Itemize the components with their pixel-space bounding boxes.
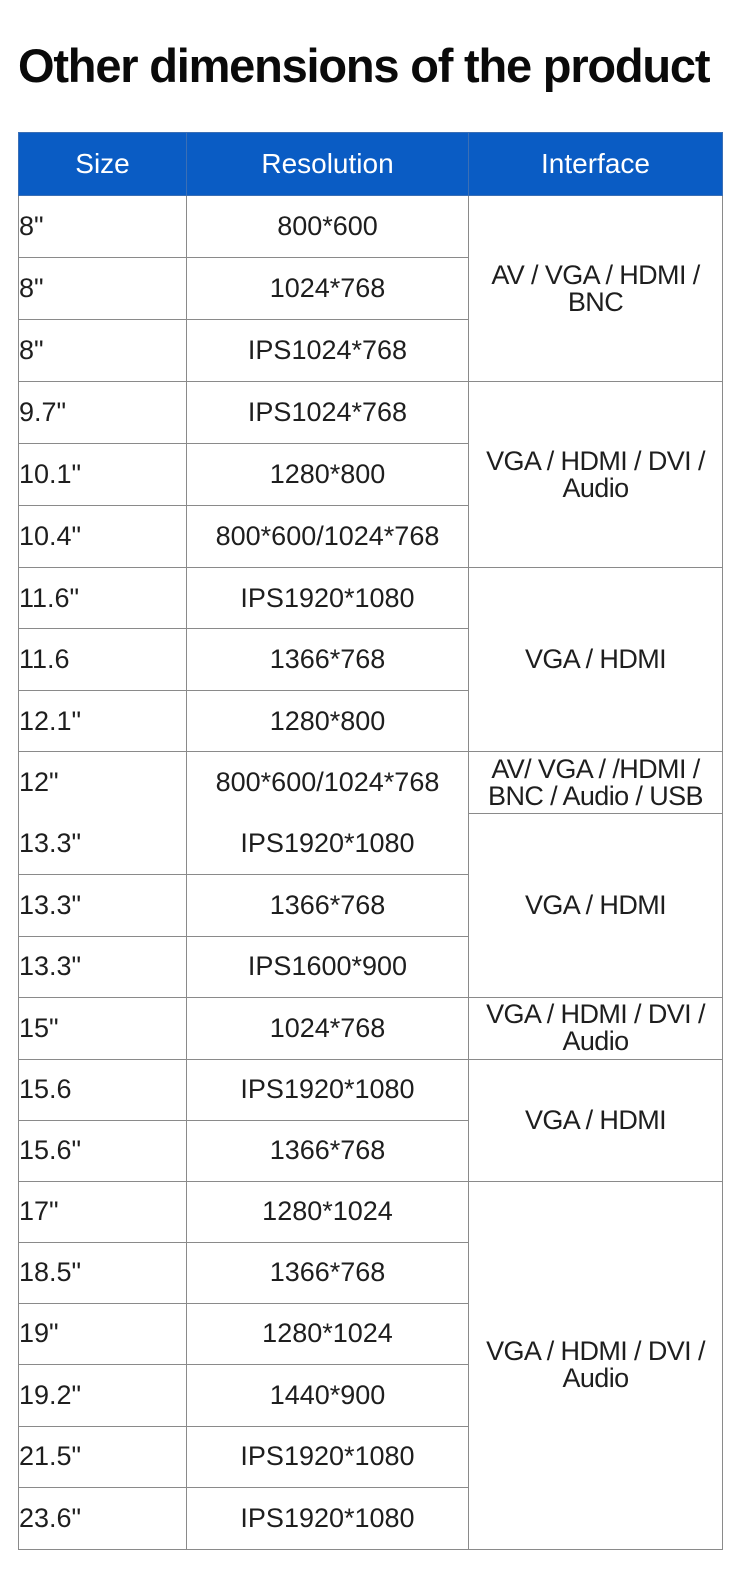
size-cell: 15.6 — [19, 1059, 187, 1120]
interface-cell: VGA / HDMI — [469, 568, 723, 752]
interface-cell: VGA / HDMI — [469, 814, 723, 998]
header-size: Size — [19, 133, 187, 196]
resolution-cell: 1366*768 — [187, 874, 469, 936]
resolution-cell: 1366*768 — [187, 1120, 469, 1181]
size-cell: 18.5" — [19, 1242, 187, 1303]
size-cell: 13.3" — [19, 936, 187, 997]
interface-cell: VGA / HDMI — [469, 1059, 723, 1181]
size-cell: 23.6" — [19, 1487, 187, 1549]
resolution-cell: 1280*800 — [187, 444, 469, 506]
resolution-cell: 1280*1024 — [187, 1303, 469, 1364]
resolution-cell: 800*600/1024*768 — [187, 506, 469, 568]
resolution-cell: IPS1024*768 — [187, 382, 469, 444]
size-cell: 11.6" — [19, 568, 187, 629]
interface-cell: VGA / HDMI / DVI / Audio — [469, 382, 723, 568]
table-row — [19, 568, 723, 629]
size-cell: 12" — [19, 752, 187, 814]
table-row — [19, 752, 723, 814]
resolution-cell: IPS1024*768 — [187, 320, 469, 382]
size-cell: 15" — [19, 997, 187, 1059]
size-cell: 19" — [19, 1303, 187, 1364]
size-cell: 12.1" — [19, 691, 187, 752]
interface-cell: VGA / HDMI / DVI / Audio — [469, 997, 723, 1059]
product-dimensions-table — [18, 132, 723, 1550]
table-row — [19, 997, 723, 1059]
table-row — [19, 382, 723, 444]
resolution-cell: 1366*768 — [187, 1242, 469, 1303]
resolution-cell: IPS1920*1080 — [187, 1487, 469, 1549]
size-cell: 15.6" — [19, 1120, 187, 1181]
size-cell: 21.5" — [19, 1426, 187, 1487]
size-cell: 8" — [19, 320, 187, 382]
resolution-cell: IPS1600*900 — [187, 936, 469, 997]
interface-cell: AV/ VGA / /HDMI / BNC / Audio / USB — [469, 752, 723, 814]
size-cell: 10.4" — [19, 506, 187, 568]
size-cell: 13.3" — [19, 874, 187, 936]
size-cell: 8" — [19, 196, 187, 258]
page-title: Other dimensions of the product — [18, 39, 710, 92]
size-cell: 10.1" — [19, 444, 187, 506]
resolution-cell: IPS1920*1080 — [187, 814, 469, 875]
header-interface: Interface — [469, 133, 723, 196]
resolution-cell: IPS1920*1080 — [187, 1426, 469, 1487]
resolution-cell: 1280*800 — [187, 691, 469, 752]
size-cell: 8" — [19, 258, 187, 320]
header-resolution: Resolution — [187, 133, 469, 196]
resolution-cell: 1024*768 — [187, 258, 469, 320]
resolution-cell: 1280*1024 — [187, 1181, 469, 1242]
table-row — [19, 196, 723, 258]
size-cell: 9.7" — [19, 382, 187, 444]
resolution-cell: 1440*900 — [187, 1364, 469, 1426]
resolution-cell: 800*600/1024*768 — [187, 752, 469, 814]
resolution-cell: 1366*768 — [187, 629, 469, 691]
resolution-cell: IPS1920*1080 — [187, 1059, 469, 1120]
interface-cell: VGA / HDMI / DVI / Audio — [469, 1181, 723, 1549]
table-row — [19, 1181, 723, 1242]
table-row — [19, 814, 723, 875]
resolution-cell: 1024*768 — [187, 997, 469, 1059]
table-row — [19, 1059, 723, 1120]
table-header-row — [19, 133, 723, 196]
size-cell: 13.3" — [19, 814, 187, 875]
resolution-cell: 800*600 — [187, 196, 469, 258]
size-cell: 17" — [19, 1181, 187, 1242]
size-cell: 11.6 — [19, 629, 187, 691]
resolution-cell: IPS1920*1080 — [187, 568, 469, 629]
interface-cell: AV / VGA / HDMI / BNC — [469, 196, 723, 382]
size-cell: 19.2" — [19, 1364, 187, 1426]
